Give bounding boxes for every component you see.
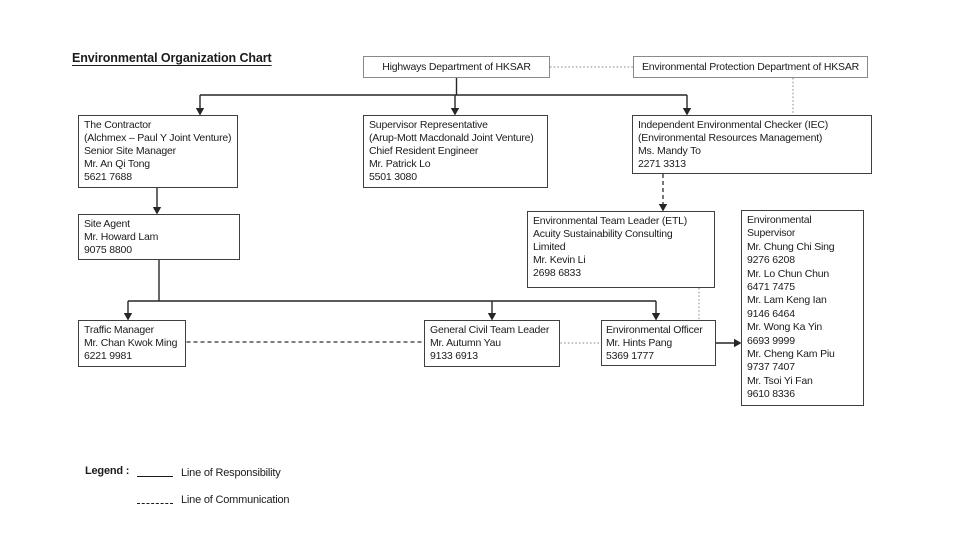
org-box-supervisor-representative [363,115,548,188]
org-box-line: Limited [533,241,566,253]
org-box-iec [632,115,872,174]
legend [85,459,289,513]
line-highways-drop [200,78,687,95]
org-box-line: 9133 6913 [430,350,478,362]
org-box-line: Mr. Hints Pang [606,337,673,349]
org-box-general-civil-team-leader [424,320,560,367]
org-box-line: Mr. Chung Chi Sing [747,240,835,253]
org-box-line: 2698 6833 [533,267,581,279]
arrow-to-env-officer [652,301,660,321]
page-title: Environmental Organization Chart [72,51,272,65]
org-box-line: Highways Department of HKSAR [382,60,531,73]
legend-solid-line-sample [137,470,173,477]
org-box-line: Acuity Sustainability Consulting [533,228,673,240]
org-box-line: Mr. Lo Chun Chun [747,267,830,280]
org-box-environmental-supervisor [741,210,864,406]
org-box-line: (Alchmex – Paul Y Joint Venture) [84,132,232,144]
legend-communication-label: Line of Communication [181,494,290,506]
org-box-line: Mr. Tsoi Yi Fan [747,374,813,387]
org-box-line: General Civil Team Leader [430,324,550,336]
legend-row-communication [85,486,289,504]
org-box-highways-department [363,56,550,78]
arrow-contractor-to-site-agent [153,188,161,215]
org-box-line: Mr. An Qi Tong [84,158,150,170]
arrow-to-contractor [196,95,204,116]
org-box-line: Site Agent [84,218,130,230]
org-box-line: 5621 7688 [84,171,132,183]
legend-label: Legend : [85,465,130,477]
org-box-line: Environmental Protection Department of HKSAR [641,60,860,73]
org-box-line: Ms. Mandy To [638,145,701,157]
org-box-contractor [78,115,238,188]
org-box-line: Supervisor [747,227,796,240]
legend-row-responsibility [85,459,289,477]
arrow-to-traffic-manager [124,301,132,321]
arrow-to-supervisor-rep [451,95,459,116]
org-box-line: (Arup-Mott Macdonald Joint Venture) [369,132,534,144]
org-box-line: Mr. Patrick Lo [369,158,431,170]
org-box-line: Mr. Lam Keng Ian [747,294,827,307]
legend-dashed-line-sample [137,497,173,504]
org-box-line: Environmental Team Leader (ETL) [533,215,688,227]
org-box-epd [633,56,868,78]
org-box-line: 5501 3080 [369,171,417,183]
org-box-line: 6471 7475 [747,281,795,294]
org-box-line: Mr. Wong Ka Yin [747,321,823,334]
org-box-line: Mr. Cheng Kam Piu [747,348,835,361]
org-box-line: Chief Resident Engineer [369,145,479,157]
arrow-eo-to-env-supervisor [716,339,742,347]
org-box-line: Traffic Manager [84,324,154,336]
org-box-line: 9146 6464 [747,307,795,320]
arrow-iec-to-etl-dashed [659,174,667,212]
org-box-site-agent [78,214,240,260]
arrow-to-gctl [488,301,496,321]
org-box-line: Mr. Autumn Yau [430,337,501,349]
org-box-line: Mr. Howard Lam [84,231,159,243]
org-box-line: Mr. Kevin Li [533,254,586,266]
org-box-line: The Contractor [84,119,152,131]
org-box-line: Independent Environmental Checker (IEC) [638,119,829,131]
legend-responsibility-label: Line of Responsibility [181,467,281,479]
org-box-line: 6693 9999 [747,334,795,347]
org-box-line: 9610 8336 [747,388,795,401]
org-box-etl [527,211,715,288]
org-box-line: Environmental [747,214,812,226]
arrow-to-iec [683,95,691,116]
org-box-line: 6221 9981 [84,350,132,362]
org-box-line: Supervisor Representative [369,119,488,131]
org-box-line: 9276 6208 [747,254,795,267]
org-box-line: Environmental Officer [606,324,703,336]
org-box-line: (Environmental Resources Management) [638,132,823,144]
org-box-line: 5369 1777 [606,350,654,362]
org-box-traffic-manager [78,320,186,367]
org-box-line: Senior Site Manager [84,145,176,157]
org-box-line: Mr. Chan Kwok Ming [84,337,178,349]
org-box-line: 9737 7407 [747,361,795,374]
org-box-environmental-officer [601,320,716,366]
org-box-line: 9075 8800 [84,244,132,256]
org-box-line: 2271 3313 [638,158,686,170]
